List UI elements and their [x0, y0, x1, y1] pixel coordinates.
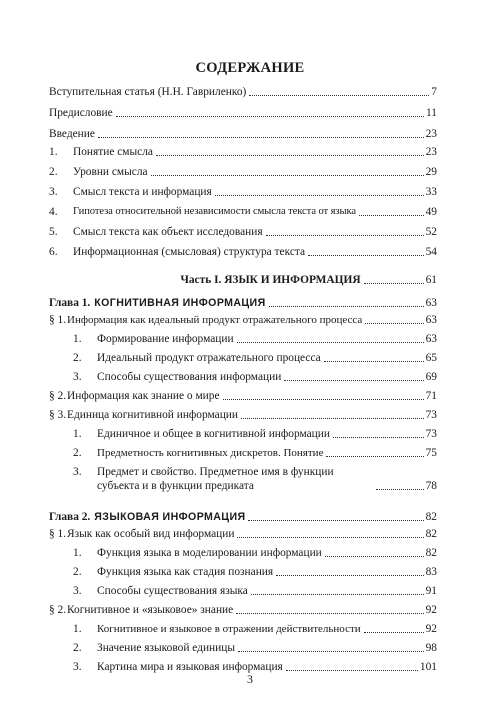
- dot-leader: [241, 417, 424, 419]
- dot-leader: [236, 612, 423, 614]
- chapter-page: 63: [425, 297, 437, 309]
- toc-entry-text: Смысл текста и информация: [73, 186, 212, 198]
- page-number: 3: [247, 672, 253, 686]
- toc-entry-number: § 2.: [49, 604, 67, 616]
- toc-entry-text: Формирование информации: [97, 333, 234, 345]
- toc-entry-number: 2.: [73, 447, 82, 459]
- dot-leader: [324, 360, 424, 362]
- toc-entry-text: Предмет и свойство. Предметное имя в функции субъекта и в функции предиката: [97, 466, 334, 492]
- toc-entry[interactable]: [49, 565, 437, 579]
- toc-chapter-1[interactable]: [49, 296, 437, 310]
- toc-entry-page: 33: [425, 186, 437, 198]
- dot-leader: [365, 322, 423, 324]
- toc-entry-page: 91: [425, 585, 437, 597]
- dot-leader: [333, 436, 424, 438]
- toc-entry-number: 3.: [73, 466, 82, 478]
- toc-entry-text: Единичное и общее в когнитивной информации: [97, 428, 330, 440]
- toc-entry-number: 3.: [73, 661, 82, 673]
- toc-part-1[interactable]: [49, 273, 437, 287]
- toc-entry[interactable]: [49, 427, 437, 441]
- toc-entry[interactable]: [49, 351, 437, 365]
- dot-leader: [249, 94, 429, 96]
- dot-leader: [251, 593, 424, 595]
- chapter-number: Глава 2.: [49, 511, 91, 523]
- toc-entry-page: 11: [426, 107, 437, 119]
- toc-entry[interactable]: [49, 245, 437, 259]
- toc-entry-number: 3.: [49, 186, 58, 198]
- toc-entry[interactable]: [49, 446, 437, 460]
- toc-entry-page: 98: [425, 642, 437, 654]
- toc-entry-page: 63: [425, 333, 437, 345]
- toc-entry-number: § 1.: [49, 314, 67, 326]
- toc-entry-page: 78: [425, 480, 437, 492]
- page-title: СОДЕРЖАНИЕ: [195, 60, 305, 76]
- toc-entry-number: § 1.: [49, 528, 67, 540]
- toc-entry-number: 4.: [49, 206, 58, 218]
- dot-leader: [284, 379, 423, 381]
- toc-entry[interactable]: [49, 225, 437, 239]
- toc-section[interactable]: [49, 389, 437, 403]
- toc-entry[interactable]: [49, 465, 437, 493]
- toc-chapter-2[interactable]: [49, 510, 437, 524]
- toc-entry[interactable]: [49, 185, 437, 199]
- toc-entry-page: 7: [431, 86, 437, 98]
- toc-entry-page: 71: [425, 390, 437, 402]
- toc-entry-number: § 2.: [49, 390, 67, 402]
- toc-entry-number: 1.: [73, 428, 82, 440]
- toc-entry-page: 63: [425, 314, 437, 326]
- toc-entry-introduction[interactable]: [49, 127, 437, 141]
- dot-leader: [98, 136, 424, 138]
- dot-leader: [269, 305, 424, 307]
- toc-entry-text: Язык как особый вид информации: [67, 528, 235, 540]
- toc-entry-text: Функция языка как стадия познания: [97, 566, 274, 578]
- toc-entry-number: 3.: [73, 371, 82, 383]
- dot-leader: [326, 455, 423, 457]
- toc-entry-page: 23: [425, 146, 437, 158]
- toc-entry-page: 75: [425, 447, 437, 459]
- toc-entry-page: 54: [425, 246, 437, 258]
- toc-entry-text: Вступительная статья (Н.Н. Гавриленко): [49, 86, 247, 98]
- toc-entry-preface[interactable]: [49, 106, 437, 120]
- toc-entry-intro-article[interactable]: [49, 85, 437, 99]
- dot-leader: [237, 341, 424, 343]
- chapter-title: КОГНИТИВНАЯ ИНФОРМАЦИЯ: [94, 297, 266, 309]
- toc-entry-page: 92: [425, 623, 437, 635]
- toc-entry-text: Понятие смысла: [73, 146, 153, 158]
- part-title: Часть I. ЯЗЫК И ИНФОРМАЦИЯ: [180, 274, 361, 286]
- toc-entry-page: 83: [425, 566, 437, 578]
- toc-entry[interactable]: [49, 205, 437, 219]
- toc-entry-number: 2.: [73, 642, 82, 654]
- toc-entry-text: Введение: [49, 128, 95, 140]
- toc-entry[interactable]: [49, 641, 437, 655]
- toc-entry-page: 92: [425, 604, 437, 616]
- toc-entry-text: Единица когнитивной информации: [67, 409, 239, 421]
- dot-leader: [325, 555, 424, 557]
- chapter-number: Глава 1.: [49, 297, 91, 309]
- toc-entry-number: 1.: [73, 547, 82, 559]
- toc-entry-number: 3.: [73, 585, 82, 597]
- toc-entry-text: Идеальный продукт отражательного процесса: [97, 352, 321, 364]
- toc-entry-text: Картина мира и языковая информация: [97, 661, 283, 673]
- dot-leader: [364, 282, 424, 284]
- chapter-title: ЯЗЫКОВАЯ ИНФОРМАЦИЯ: [94, 511, 246, 523]
- part-page: 61: [425, 274, 437, 286]
- toc-entry-number: 2.: [73, 352, 82, 364]
- toc-entry-text: Информация как идеальный продукт отражательного процесса: [67, 314, 363, 326]
- toc-entry-number: § 3.: [49, 409, 67, 421]
- toc-entry-text: Информация как знание о мире: [67, 390, 220, 402]
- toc-entry[interactable]: [49, 584, 437, 598]
- toc-entry-number: 2.: [73, 566, 82, 578]
- dot-leader: [308, 254, 424, 256]
- toc-section[interactable]: [49, 527, 437, 541]
- toc-entry-number: 6.: [49, 246, 58, 258]
- toc-entry-page: 82: [425, 547, 437, 559]
- toc-entry-number: 5.: [49, 226, 58, 238]
- toc-entry-page: 73: [425, 428, 437, 440]
- toc-entry-page: 101: [419, 661, 437, 673]
- dot-leader: [376, 488, 424, 490]
- toc-entry-page: 52: [425, 226, 437, 238]
- toc-entry-text: Гипотеза относительной независимости смысла текста от языка: [73, 206, 356, 217]
- toc-entry-text: Предисловие: [49, 107, 113, 119]
- toc-entry-number: 2.: [49, 166, 58, 178]
- toc-entry-text: Значение языковой единицы: [97, 642, 235, 654]
- dot-leader: [276, 574, 423, 576]
- dot-leader: [156, 154, 424, 156]
- toc-entry-text: Когнитивное и языковое в отражении действительности: [97, 623, 361, 635]
- toc-entry-page: 69: [425, 371, 437, 383]
- toc-section[interactable]: [49, 313, 437, 327]
- chapter-page: 82: [425, 511, 437, 523]
- dot-leader: [151, 174, 424, 176]
- toc-entry-text: Способы существования языка: [97, 585, 248, 597]
- toc-entry-text: Уровни смысла: [73, 166, 148, 178]
- toc-entry-number: 1.: [73, 333, 82, 345]
- toc-entry-text: Предметность когнитивных дискретов. Понятие: [97, 447, 324, 459]
- toc-section[interactable]: [49, 408, 437, 422]
- dot-leader: [286, 669, 418, 671]
- dot-leader: [238, 650, 424, 652]
- toc-entry-page: 49: [425, 206, 437, 218]
- toc-section[interactable]: [49, 603, 437, 617]
- toc-entry[interactable]: [49, 370, 437, 384]
- toc-entry-text: Способы существования информации: [97, 371, 282, 383]
- toc-entry-text: Когнитивное и «языковое» знание: [67, 604, 234, 616]
- toc-entry-page: 73: [425, 409, 437, 421]
- toc-entry[interactable]: [49, 546, 437, 560]
- dot-leader: [237, 536, 423, 538]
- dot-leader: [359, 214, 424, 216]
- toc-entry-page: 82: [425, 528, 437, 540]
- toc-entry-number: 1.: [49, 146, 58, 158]
- toc-entry-number: 1.: [73, 623, 82, 635]
- toc-entry-text: Информационная (смысловая) структура текста: [73, 246, 306, 258]
- toc-entry[interactable]: [49, 332, 437, 346]
- dot-leader: [223, 398, 424, 400]
- dot-leader: [248, 519, 423, 521]
- toc-entry-text: Смысл текста как объект исследования: [73, 226, 263, 238]
- toc-entry-page: 65: [425, 352, 437, 364]
- toc-entry[interactable]: [49, 145, 437, 159]
- dot-leader: [116, 115, 424, 117]
- toc-entry-page: 29: [425, 166, 437, 178]
- toc-entry-page: 23: [425, 128, 437, 140]
- table-of-contents: [49, 81, 437, 674]
- toc-entry[interactable]: [49, 165, 437, 179]
- dot-leader: [364, 631, 424, 633]
- toc-entry[interactable]: [49, 622, 437, 636]
- toc-entry-text: Функция языка в моделировании информации: [97, 547, 322, 559]
- dot-leader: [215, 194, 424, 196]
- dot-leader: [266, 234, 424, 236]
